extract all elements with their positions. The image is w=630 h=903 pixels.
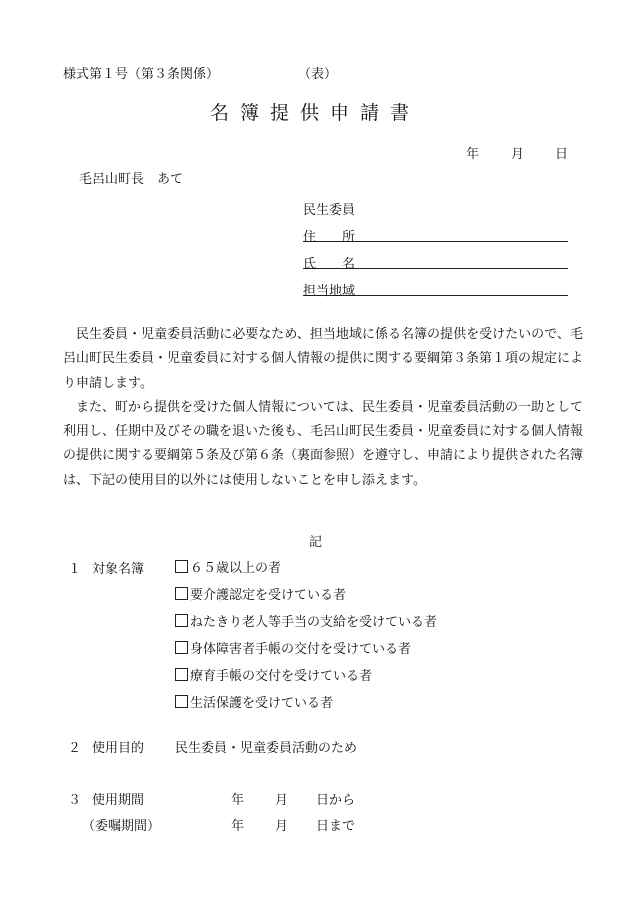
section-3-sublabel: （委嘱期間）: [82, 819, 161, 834]
section-1-label: 対象名簿: [92, 562, 145, 577]
option-elderly[interactable]: ６５歳以上の者: [175, 560, 437, 587]
applicant-heading-row: [303, 198, 568, 225]
form-number: 様式第１号（第３条関係）: [63, 67, 220, 82]
checkbox-icon[interactable]: [175, 695, 188, 708]
section-2-number: ２: [68, 741, 82, 756]
name-field[interactable]: [303, 252, 568, 272]
date-day-label: 日: [555, 147, 569, 162]
checkbox-icon[interactable]: [175, 614, 188, 627]
name-label: 氏 名: [303, 256, 356, 272]
front-side-mark: （表）: [298, 67, 338, 82]
section-3-label: 使用期間: [92, 793, 145, 808]
address-label: 住 所: [303, 229, 356, 245]
period-start-month: 月: [275, 793, 289, 808]
body-text: [63, 323, 583, 493]
option-rehabilitation-certificate[interactable]: 療育手帳の交付を受けている者: [175, 668, 437, 695]
body-paragraph-2: また、町から提供を受けた個人情報については、民生委員・児童委員活動の一助として利用し、任期中及びその職を退いた後も、毛呂山町民生委員・児童委員に対する個人情報の提供に関する要綱第５条及び第６条（裏面参照）を遵守し、申請により提供された名簿は、下記の使用目的以外には使用しないことを申し添えます。: [63, 399, 584, 488]
applicant-block: [303, 198, 568, 306]
applicant-heading: 民生委員: [303, 203, 356, 218]
option-disability-certificate[interactable]: 身体障害者手帳の交付を受けている者: [175, 641, 437, 668]
period-end-month: 月: [275, 819, 289, 834]
period-start-day: 日から: [316, 793, 356, 808]
option-welfare-recipient[interactable]: 生活保護を受けている者: [175, 695, 437, 722]
period-end-year: 年: [231, 819, 245, 834]
document-title: 名簿提供申請書: [210, 102, 421, 124]
period-end-day: 日まで: [316, 819, 356, 834]
body-paragraph-1: 民生委員・児童委員活動に必要なため、担当地域に係る名簿の提供を受けたいので、毛呂山町民生委員・児童委員に対する個人情報の提供に関する要綱第３条第１項の規定により申請します。: [63, 327, 584, 391]
section-1-number: １: [68, 562, 82, 577]
target-list-options: [175, 560, 437, 722]
option-bedridden-allowance[interactable]: ねたきり老人等手当の支給を受けている者: [175, 614, 437, 641]
option-care-certified[interactable]: 要介護認定を受けている者: [175, 587, 437, 614]
checkbox-icon[interactable]: [175, 587, 188, 600]
date-month-label: 月: [511, 147, 525, 162]
checkbox-icon[interactable]: [175, 560, 188, 573]
ki-heading: 記: [309, 535, 323, 550]
section-2-label: 使用目的: [92, 741, 145, 756]
address-field[interactable]: [303, 225, 568, 245]
checkbox-icon[interactable]: [175, 641, 188, 654]
district-label: 担当地域: [303, 283, 356, 299]
checkbox-icon[interactable]: [175, 668, 188, 681]
section-3-number: ３: [68, 793, 82, 808]
district-field[interactable]: [303, 279, 568, 299]
addressee: 毛呂山町長 あて: [79, 172, 184, 187]
purpose-value: 民生委員・児童委員活動のため: [175, 741, 358, 756]
period-start-year: 年: [231, 793, 245, 808]
date-year-label: 年: [466, 147, 480, 162]
